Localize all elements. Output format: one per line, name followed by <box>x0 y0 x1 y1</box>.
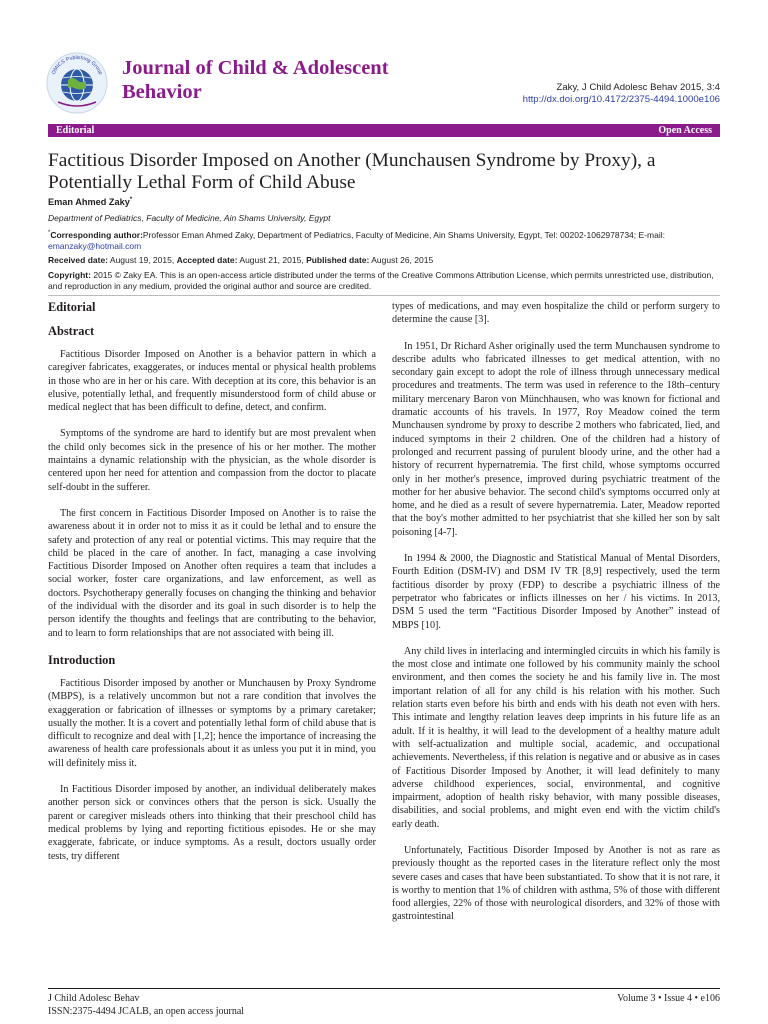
accepted-label: Accepted date: <box>176 255 238 265</box>
copyright-notice <box>48 270 720 293</box>
section-heading-introduction: Introduction <box>48 652 116 667</box>
footer-volume-issue: Volume 3 • Issue 4 • e106 <box>617 993 720 1004</box>
corresponding-author <box>48 228 720 253</box>
published-date: August 26, 2015 <box>371 255 434 265</box>
affiliation: Department of Pediatrics, Faculty of Medicine, Ain Shams University, Egypt <box>48 213 331 223</box>
article-type-label: Editorial <box>56 125 95 136</box>
body-paragraph: In 1994 & 2000, the Diagnostic and Statistical Manual of Mental Disorders, Fourth Edition (DSM-IV) and DSM IV TR [8,9] respectively, used the term factitious disorder by proxy (FDP) to describe a psychiatric illness of the perpetrator who fabricates or inflicts illnesses on her / his victims. In 2013, DSM 5 used the term “Factitious Disorder Imposed by Another” instead of MBPS [10]. <box>392 553 720 631</box>
corr-text: Professor Eman Ahmed Zaky, Department of Pediatrics, Faculty of Medicine, Ain Shams University, Egypt, Tel: 00202-1062978734; E-mail: <box>142 229 665 240</box>
author-name: Eman Ahmed Zaky <box>48 197 130 208</box>
doi-link[interactable]: http://dx.doi.org/10.4172/2375-4494.1000e106 <box>522 94 720 105</box>
footer-issn: ISSN:2375-4494 JCALB, an open access journal <box>48 1005 245 1017</box>
citation: Zaky, J Child Adolesc Behav 2015, 3:4 <box>556 82 720 93</box>
header-divider <box>48 295 720 296</box>
citation-block <box>523 82 720 106</box>
article-title <box>48 150 720 194</box>
corr-email-link[interactable]: emanzaky@hotmail.com <box>48 241 142 252</box>
logo-text: OMICS Publishing Group <box>50 54 104 76</box>
abstract-paragraph: Factitious Disorder Imposed on Another is a behavior pattern in which a caregiver fabricates, exaggerates, or induces mental or physical health problems in those who are in her or his care. With deception at its core, this behavior is an elusive, potentially lethal, and frequently misunderstood form of child abuse or medical neglect that has been difficult to define, detect, and confirm. <box>48 349 376 414</box>
journal-title-line-2: Behavior <box>122 81 202 103</box>
accepted-date: August 21, 2015, <box>239 255 304 265</box>
received-date: August 19, 2015, <box>109 255 175 265</box>
section-heading-abstract: Abstract <box>48 324 95 338</box>
author-line <box>48 197 132 207</box>
journal-title-line-1: Journal of Child & Adolescent <box>122 57 389 79</box>
copyright-label: Copyright: <box>48 270 91 280</box>
article-title-line-2: Potentially Lethal Form of Child Abuse <box>48 172 356 193</box>
intro-paragraph: In Factitious Disorder imposed by another, an individual deliberately makes another person sick or convinces others that the person is sick. Usually the parent or caregiver misleads others into thinking that their preschool child has medical problems by lying and reporting fictitious episodes. He or she may exaggerate, fabricate, or induce symptoms. As a result, doctors usually order tests, try different <box>48 784 376 862</box>
body-paragraph: Unfortunately, Factitious Disorder Imposed by Another is not as rare as previously thought as the reported cases in the literature reflect only the most severe cases and cases that have been substantiated. To show that it is not rare, it is worthy to mention that 1% of children with asthma, 5% of those with different food allergies, 22% of those with neurological disorders, and 32% of those with gastrointestinal <box>392 844 720 923</box>
received-label: Received date: <box>48 255 108 265</box>
body-paragraph: Any child lives in interlacing and intermingled circuits in which his family is the most close and intimate one followed by his community mainly the school environment, and then comes the society he and his family live in. The most important relation of all for any child is his relation with his mother. Such relation starts even before his birth and ends with his death not even with hers. This intimate and lengthy relation leaves deep imprints in his future life as an adult. If it is healthy, it will lead to the development of a healthy mature adult with self-actualization and multiple social, academic, and occupational achievements. Nevertheless, if this relation is negative and or abusive as in cases of Factitious Disorder Imposed by Another, it will lead definitely to many adverse childhood experiences, social, environmental, and cognitive impairment, adoption of health risky behavior, with many possible diseases, disabilities, and social problems, and might even end with the victim child's early death. <box>392 645 720 830</box>
abstract-paragraph: The first concern in Factitious Disorder Imposed on Another is to raise the awareness about it in order not to miss it as it could be lethal and to ensure the safety and protection of any real or potential victims. This may require that the child be placed in the care of another. In fact, managing a case involving Factitious Disorder Imposed on Another often requires a team that includes a social worker, foster care organizations, and law enforcement, as well as doctors. Psychotherapy generally focuses on changing the thinking and behavior of the individual with the disorder and its goal in such disorder is to help the person identify the thoughts and feelings that are contributing to the behavior, and to learn to form relationships that are not associated with being ill. <box>48 507 376 639</box>
dates-line <box>48 255 433 265</box>
footer-journal-name: J Child Adolesc Behav <box>48 993 140 1004</box>
journal-logo <box>44 50 110 116</box>
section-heading-editorial: Editorial <box>48 300 96 314</box>
footer-journal-info <box>48 993 244 1018</box>
intro-paragraph: Factitious Disorder imposed by another or Munchausen by Proxy Syndrome (MBPS), is a relatively uncommon but not a rare condition that involves the exaggeration or fabrication of illnesses or symptoms by a primary caretaker; usually the mother. It is a covert and potentially lethal form of child abuse that is difficult to recognize and deal with [1,2]; hence the importance of increasing the awareness of health care professionals about it as unless you put it in mind, you will definitely miss it. <box>48 677 376 769</box>
left-column <box>48 300 376 876</box>
article-title-line-1: Factitious Disorder Imposed on Another (Munchausen Syndrome by Proxy), a <box>48 150 656 171</box>
corr-label: Corresponding author: <box>50 229 143 240</box>
body-paragraph: types of medications, and may even hospitalize the child or perform surgery to determine the cause [3]. <box>392 301 720 326</box>
article-type-banner <box>48 124 720 137</box>
abstract-paragraph: Symptoms of the syndrome are hard to identify but are most prevalent when the child only becomes sick in the presence of his or her mother. The mother maintains a dynamic relationship with the physician, as the whole disorder is centered upon her need for attention and compassion from the doctor to placate self-doubt in the sufferer. <box>48 428 376 493</box>
journal-title <box>122 56 452 104</box>
published-label: Published date: <box>306 255 370 265</box>
corr-mark: * <box>48 230 51 236</box>
copyright-text: 2015 © Zaky EA. This is an open-access article distributed under the terms of the Creative Commons Attribution License, which permits unrestricted use, distribution, and reproduction in any medium, provided the original author and source are credited. <box>48 270 714 292</box>
open-access-label: Open Access <box>658 125 712 136</box>
footer-divider <box>48 988 720 989</box>
right-column <box>392 300 720 937</box>
author-mark: * <box>129 197 133 203</box>
body-paragraph: In 1951, Dr Richard Asher originally used the term Munchausen syndrome to describe adults who fabricated illnesses to get medical attention, with no secondary gain except to adopt the role of illness through unnecessary medical procedures and treatments. The term was used in reference to the 18th–century military mercenary Baron von Münchhausen, who was known for fictional and dramatic accounts of his travels. In 1977, Roy Meadow coined the term Munchausen syndrome by proxy to describe 2 mothers who fabricated, lied, and induced symptoms in their 2 children. One of the children had a history of prolonged and recurrent passing of purulent bloody urine, and the other had a history of recurrent hypernatremia. The first child, whose symptoms occurred only in her mother's presence, improved during psychiatric treatment of the mother for her abusive behavior. The second child's symptoms occurred only at home, and he died as a result of severe hypernatremia. Later, Meadow reported that the boy's mother admitted to her psychiatrist that she killed her son by salt poisoning [4-7]. <box>392 340 720 538</box>
